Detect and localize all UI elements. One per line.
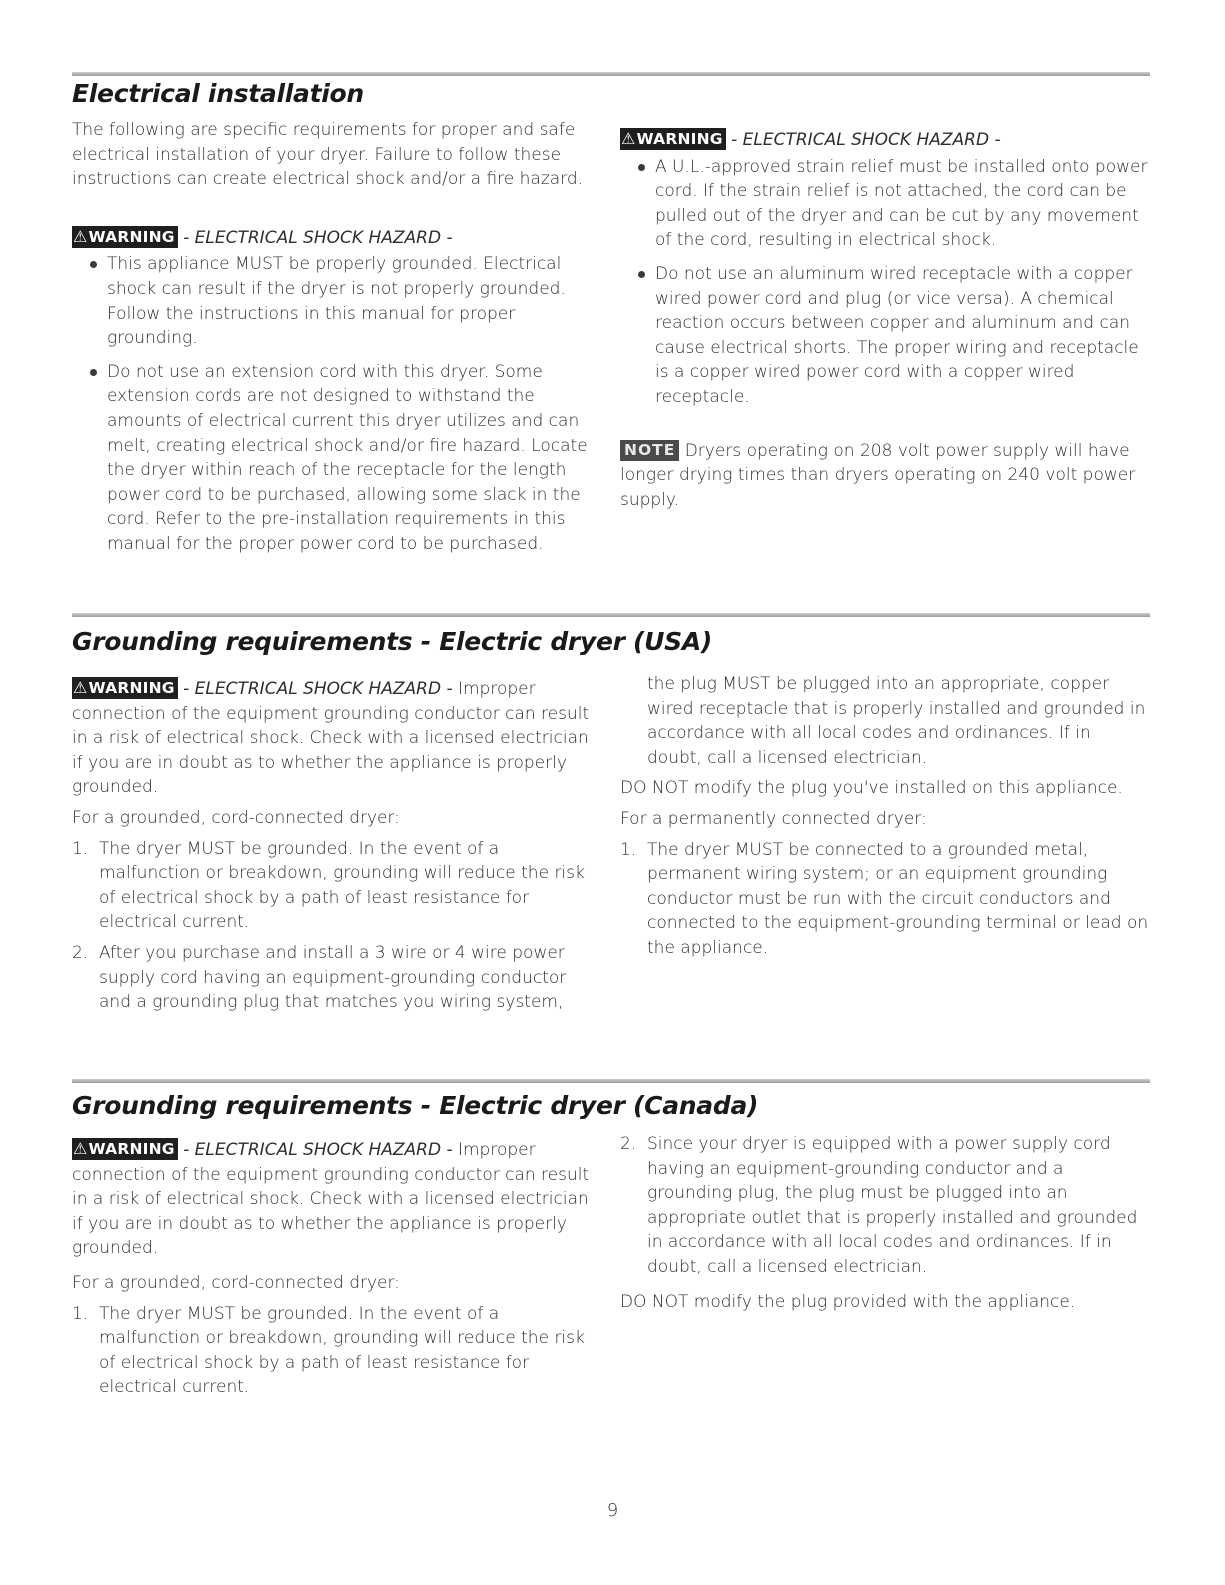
warning-heading (620, 128, 1150, 153)
do-not-modify-text: DO NOT modify the plug provided with the appliance. (620, 1291, 1076, 1312)
warning-text: Improper connection of the equipment grounding conductor can result in a risk of electrical shock. Check with a licensed electrician if you are in doubt as to whether the appliance is properly grounded. (72, 1140, 590, 1259)
do-not-modify-text: DO NOT modify the plug you've installed on this appliance. (620, 778, 1123, 799)
section3-right-column (620, 1132, 1150, 1320)
list-item: 2. After you purchase and install a 3 wire or 4 wire power supply cord having an equipment-grounding conductor and a grounding plug that matches you wiring system, (72, 942, 567, 1013)
numbered-list (72, 1302, 597, 1400)
note-text: Dryers operating on 208 volt power supply will have longer drying times than dryers operating on 240 volt power supply. (620, 440, 1136, 510)
list-item: 1. The dryer MUST be grounded. In the event of a malfunction or breakdown, grounding will reduce the risk of electrical shock by a path of least resistance for electrical current. (72, 838, 585, 933)
hazard-label: - ELECTRICAL SHOCK HAZARD - (731, 130, 1001, 150)
list-item: 1. The dryer MUST be connected to a grounded metal, permanent wiring system; or an equipment grounding conductor must be run with the circuit conductors and connected to the equipment-grounding terminal or lead on the appliance. (620, 839, 1149, 958)
warning-badge: ⚠WARNING (72, 1138, 178, 1160)
section-title-electrical-installation: Electrical installation (72, 79, 364, 108)
cord-connected-intro: For a grounded, cord-connected dryer: (72, 1272, 400, 1293)
warning-badge: ⚠WARNING (72, 677, 178, 699)
section2-right-column (620, 672, 1150, 967)
warning-triangle-icon: ⚠ (73, 1139, 88, 1158)
section-divider (72, 72, 1150, 76)
warning-text: Improper connection of the equipment grounding conductor can result in a risk of electrical shock. Check with a licensed electrician if you are in doubt as to whether the appliance is properly grounded. (72, 679, 590, 798)
section-title-grounding-canada: Grounding requirements - Electric dryer (Canada) (72, 1091, 759, 1120)
warning-badge: ⚠WARNING (72, 226, 178, 248)
hazard-label: - ELECTRICAL SHOCK HAZARD - (183, 227, 453, 248)
warning-badge: ⚠WARNING (620, 128, 726, 150)
numbered-list (620, 838, 1150, 961)
list-item: Do not use an aluminum wired receptacle with a copper wired power cord and plug (or vice versa). A chemical reaction occurs between copper and aluminum and can cause electrical shorts. The proper wiring and receptacle is a copper wired power cord with a copper wired receptacle. (655, 262, 1150, 410)
warning-bullet-list (620, 155, 1150, 410)
warning-triangle-icon: ⚠ (621, 129, 636, 148)
section-divider (72, 1079, 1150, 1083)
numbered-list (620, 1132, 1150, 1280)
section2-left-column (72, 677, 597, 1021)
list-item-continuation: the plug MUST be plugged into an appropriate, copper wired receptacle that is properly installed and grounded in accordance with all local codes and ordinances. If in doubt, call a licensed electrician. (647, 674, 1146, 768)
numbered-list (72, 837, 597, 1015)
section1-left-column (72, 118, 597, 566)
warning-paragraph (72, 677, 597, 800)
hazard-label: - ELECTRICAL SHOCK HAZARD - (183, 1140, 453, 1160)
note-badge: NOTE (620, 440, 679, 461)
section3-left-column (72, 1138, 597, 1406)
warning-triangle-icon: ⚠ (73, 678, 88, 697)
list-item: A U.L.-approved strain relief must be installed onto power cord. If the strain relief is not attached, the cord can be pulled out of the dryer and can be cut by any movement of the cord, resulting in electrical shock. (655, 155, 1150, 253)
list-item: 2. Since your dryer is equipped with a power supply cord having an equipment-grounding conductor and a grounding plug, the plug must be plugged into an appropriate outlet that is properly installed and grounded in accordance with all local codes and ordinances. If in doubt, call a licensed electrician. (620, 1134, 1138, 1277)
warning-paragraph (72, 1138, 597, 1261)
section1-right-column (620, 128, 1150, 518)
list-item: 1. The dryer MUST be grounded. In the event of a malfunction or breakdown, grounding will reduce the risk of electrical shock by a path of least resistance for electrical current. (72, 1303, 585, 1398)
section-divider (72, 613, 1150, 617)
warning-heading (72, 226, 597, 251)
cord-connected-intro: For a grounded, cord-connected dryer: (72, 807, 400, 828)
hazard-label: - ELECTRICAL SHOCK HAZARD - (183, 679, 453, 699)
warning-bullet-list (72, 252, 597, 556)
intro-paragraph: The following are specific requirements for proper and safe electrical installation of your dryer. Failure to follow these instructions can create electrical shock and/or a fire hazard. (72, 120, 584, 190)
page-number: 9 (606, 1500, 619, 1521)
list-item: This appliance MUST be properly grounded. Electrical shock can result if the dryer is not properly grounded. Follow the instructions in this manual for proper grounding. (107, 252, 597, 350)
warning-triangle-icon: ⚠ (73, 226, 88, 246)
section-title-grounding-usa: Grounding requirements - Electric dryer (USA) (72, 627, 713, 656)
permanent-intro: For a permanently connected dryer: (620, 808, 927, 829)
note-paragraph (620, 439, 1150, 513)
list-item: Do not use an extension cord with this dryer. Some extension cords are not designed to withstand the amounts of electrical current this dryer utilizes and can melt, creating electrical shock and/or fire hazard. Locate the dryer within reach of the receptacle for the length power cord to be purchased, allowing some slack in the cord. Refer to the pre-installation requirements in this manual for the proper power cord to be purchased. (107, 360, 597, 557)
